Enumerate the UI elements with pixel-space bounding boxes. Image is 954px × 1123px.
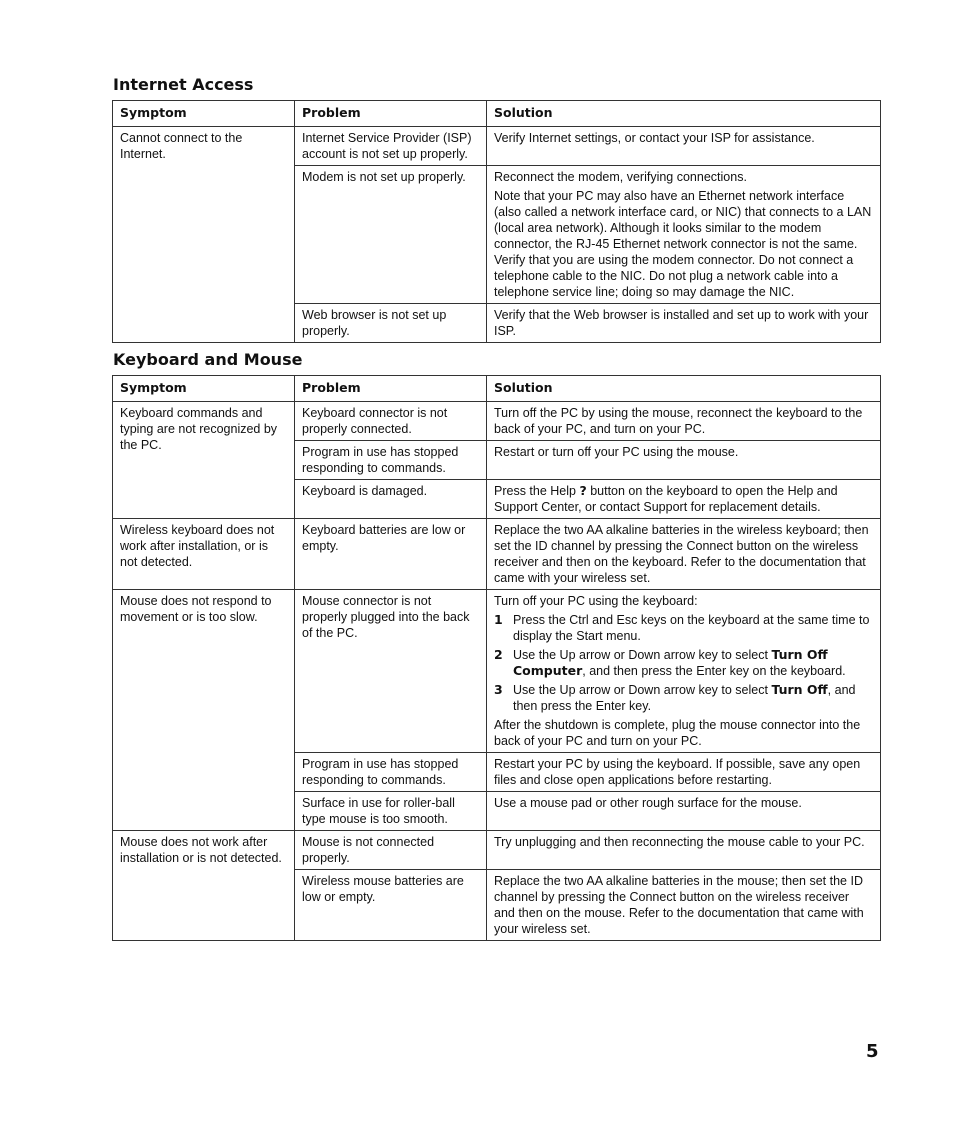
table-row	[113, 519, 881, 590]
numbered-step	[494, 682, 872, 714]
page-number: 5	[866, 1041, 879, 1062]
step-text-part: , and then press the Enter key.	[513, 683, 856, 713]
step-text-part: Use the Up arrow or Down arrow key to select	[513, 648, 772, 662]
problem-cell: Mouse connector is not properly plugged into the back of the PC.	[295, 590, 487, 753]
solution-cell: Verify Internet settings, or contact your ISP for assistance.	[487, 127, 881, 166]
step-number: 1	[494, 612, 503, 627]
solution-cell: Try unplugging and then reconnecting the mouse cable to your PC.	[487, 831, 881, 870]
problem-cell: Program in use has stopped responding to commands.	[295, 753, 487, 792]
header-solution: Solution	[487, 376, 881, 402]
symptom-cell: Cannot connect to the Internet.	[113, 127, 295, 343]
problem-cell: Program in use has stopped responding to commands.	[295, 441, 487, 480]
numbered-step	[494, 612, 872, 644]
section-title-internet-access: Internet Access	[113, 75, 254, 94]
step-number: 3	[494, 682, 503, 697]
step-bold-label: Turn Off	[771, 682, 828, 697]
solution-cell: Replace the two AA alkaline batteries in the mouse; then set the ID channel by pressing the Connect button on the wireless receiver and then on the mouse. Refer to the documentation that came with your wireless set.	[487, 870, 881, 941]
problem-cell: Modem is not set up properly.	[295, 166, 487, 304]
solution-cell: Replace the two AA alkaline batteries in the wireless keyboard; then set the ID channel by pressing the Connect button on the wireless receiver and then on the keyboard. Refer to the documentation that came with your wireless set.	[487, 519, 881, 590]
solution-text: button on the keyboard to open the Help and Support Center, or contact Support for replacement details.	[494, 484, 838, 514]
problem-cell: Mouse is not connected properly.	[295, 831, 487, 870]
solution-paragraph: After the shutdown is complete, plug the mouse connector into the back of your PC and turn on your PC.	[494, 718, 861, 748]
numbered-step	[494, 647, 872, 679]
symptom-cell: Mouse does not respond to movement or is too slow.	[113, 590, 295, 831]
solution-cell	[487, 166, 881, 304]
table-header-row	[113, 376, 881, 402]
solution-cell: Restart or turn off your PC using the mouse.	[487, 441, 881, 480]
symptom-cell: Mouse does not work after installation or is not detected.	[113, 831, 295, 941]
solution-paragraph: Note that your PC may also have an Ethernet network interface (also called a network interface card, or NIC) that connects to a LAN (local area network). Although it looks similar to the modem connector, the RJ-45 Ethernet network connector is not the same. Verify that you are using the modem connector. Do not connect a telephone cable to the NIC. Do not plug a network cable into a telephone service line; doing so may damage the NIC.	[494, 189, 872, 299]
problem-cell: Keyboard batteries are low or empty.	[295, 519, 487, 590]
problem-cell: Keyboard is damaged.	[295, 480, 487, 519]
table-row	[113, 831, 881, 870]
solution-intro: Turn off your PC using the keyboard:	[494, 594, 698, 608]
table-header-row	[113, 101, 881, 127]
section-title-keyboard-and-mouse: Keyboard and Mouse	[113, 350, 303, 369]
table-row	[113, 590, 881, 753]
solution-cell	[487, 480, 881, 519]
symptom-cell: Wireless keyboard does not work after installation, or is not detected.	[113, 519, 295, 590]
keyboard-mouse-table	[112, 375, 881, 941]
header-problem: Problem	[295, 101, 487, 127]
table-row	[113, 127, 881, 166]
problem-cell: Web browser is not set up properly.	[295, 304, 487, 343]
internet-access-table	[112, 100, 881, 343]
step-text-part: Use the Up arrow or Down arrow key to select	[513, 683, 772, 697]
solution-cell: Turn off the PC by using the mouse, reconnect the keyboard to the back of your PC, and turn on your PC.	[487, 402, 881, 441]
step-text: Press the Ctrl and Esc keys on the keyboard at the same time to display the Start menu.	[513, 613, 870, 643]
header-symptom: Symptom	[113, 101, 295, 127]
step-number: 2	[494, 647, 503, 662]
problem-cell: Surface in use for roller-ball type mouse is too smooth.	[295, 792, 487, 831]
solution-cell	[487, 590, 881, 753]
step-text	[513, 647, 872, 679]
step-text	[513, 682, 872, 714]
solution-cell: Verify that the Web browser is installed and set up to work with your ISP.	[487, 304, 881, 343]
header-symptom: Symptom	[113, 376, 295, 402]
solution-text: Press the Help	[494, 484, 580, 498]
help-key-icon: ?	[579, 483, 587, 498]
symptom-cell: Keyboard commands and typing are not recognized by the PC.	[113, 402, 295, 519]
solution-cell: Restart your PC by using the keyboard. If possible, save any open files and close open applications before restarting.	[487, 753, 881, 792]
table-row	[113, 402, 881, 441]
step-text-part: , and then press the Enter key on the keyboard.	[582, 664, 846, 678]
step-bold-label: Turn Off Computer	[513, 647, 828, 678]
problem-cell: Wireless mouse batteries are low or empty.	[295, 870, 487, 941]
solution-cell: Use a mouse pad or other rough surface for the mouse.	[487, 792, 881, 831]
header-solution: Solution	[487, 101, 881, 127]
problem-cell: Internet Service Provider (ISP) account is not set up properly.	[295, 127, 487, 166]
header-problem: Problem	[295, 376, 487, 402]
problem-cell: Keyboard connector is not properly connected.	[295, 402, 487, 441]
solution-paragraph: Reconnect the modem, verifying connections.	[494, 170, 747, 184]
